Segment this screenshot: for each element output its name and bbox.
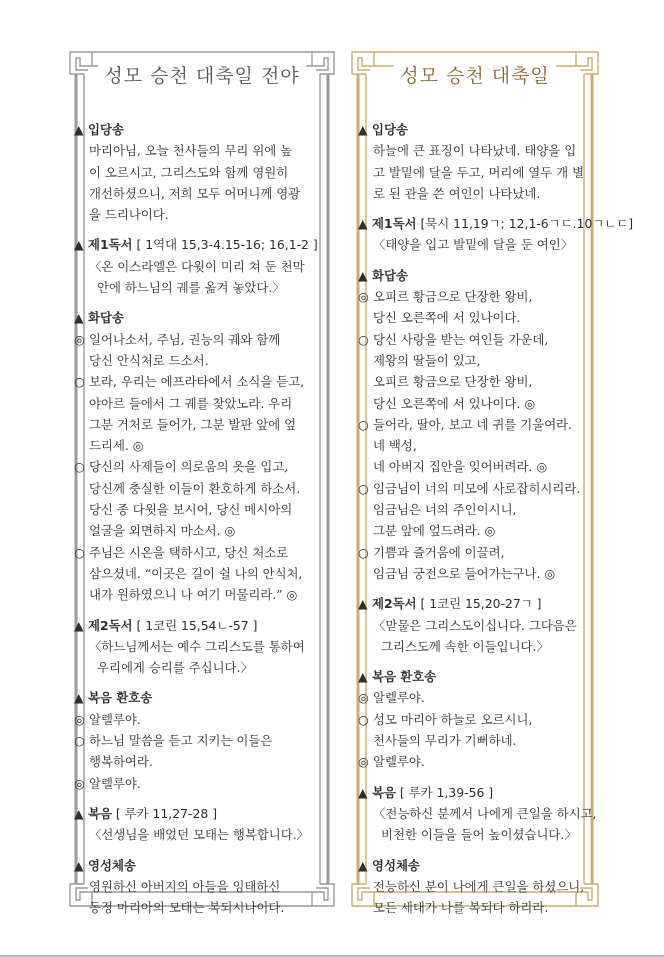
section-heading [74,234,336,255]
text-line: 그리스도께 속한 이들입니다.〉 [381,638,549,654]
left-title: 성모 승천 대축일 전야 [98,61,305,88]
section-heading [358,782,604,803]
response-mark-icon: ◎ [358,289,369,305]
psalm-text: 내가 원하였으니 나 여기 머물리라.” ◎ [89,587,298,603]
section-title: 복음 환호송 [88,690,153,706]
psalm-line [74,478,336,499]
text-line: 개선하셨으니, 저희 모두 어머니께 영광 [89,185,301,201]
section-title: 화답송 [88,310,124,326]
psalm-text: 임금님은 너의 주인이시니, [373,502,517,518]
text-line: 〈맏물은 그리스도이십니다. 그다음은 [373,617,577,633]
verse-mark-icon: ○ [74,374,85,390]
proper-section [74,119,336,225]
psalm-line [358,456,604,477]
triangle-marker-icon: ▲ [358,267,368,283]
section-heading [358,593,604,614]
section-title: 복음 [88,805,112,821]
psalm-text: 당신 오른쪽에 서 있나이다. [373,310,521,326]
psalm-text: 보라, 우리는 에프라타에서 소식을 듣고, [89,374,305,390]
text-line: 비천한 이들을 들어 높이셨습니다.〉 [381,827,577,843]
proper-section [358,265,604,584]
psalm-text: 오피르 황금으로 단장한 왕비, [373,289,533,305]
proper-section [358,855,604,919]
psalm-line [74,435,336,456]
psalm-line [74,542,336,563]
proper-section [74,307,336,605]
proper-section [358,213,634,256]
psalm-line [74,584,336,605]
psalm-text: 당신 안식처로 드소서. [89,352,209,368]
triangle-marker-icon: ▲ [358,596,368,612]
text-line: 〈온 이스라엘은 다윗이 미리 쳐 둔 천막 [89,258,305,274]
scripture-reference: [ 1코린 15,54ㄴ-57 ] [132,617,258,633]
verse-mark-icon: ○ [358,480,369,496]
psalm-line [74,709,336,730]
text-line: 〈선생님을 배었던 모태는 행복합니다.〉 [89,827,310,843]
section-title: 복음 환호송 [372,669,437,685]
section-heading [74,687,336,708]
text-line: 이 오르시고, 그리스도와 함께 영원히 [89,164,289,180]
section-title: 영성체송 [88,857,136,873]
psalm-text: 야아르 들에서 그 궤를 찾았노라. 우리 [89,395,293,411]
eve-mass-panel [62,44,342,914]
psalm-line [358,751,604,772]
section-heading [74,615,336,636]
text-line: 〈하느님께서는 예수 그리스도를 통하여 [89,638,305,654]
psalm-line [74,730,336,751]
psalm-line [358,520,604,541]
psalm-text: 알렐루야. [373,754,425,770]
psalm-line [358,709,604,730]
psalm-line [358,478,604,499]
triangle-marker-icon: ▲ [358,216,368,232]
right-propers [358,119,634,927]
psalm-line [74,520,336,541]
psalm-line [74,773,336,794]
psalm-line [74,751,336,772]
psalm-line [358,435,604,456]
psalm-text: 당신 사랑을 받는 여인들 가운데, [373,331,549,347]
left-propers [74,119,336,927]
psalm-line [74,499,336,520]
verse-mark-icon: ○ [358,416,369,432]
psalm-line [74,329,336,350]
text-line: 동정 마리아의 모태는 복되시나이다. [89,900,285,916]
psalm-text: 임금님 궁전으로 들어가는구나. ◎ [373,565,556,581]
section-title: 제2독서 [88,617,133,633]
triangle-marker-icon: ▲ [74,237,84,253]
psalm-text: 그분 앞에 엎드려라. ◎ [373,523,496,539]
triangle-marker-icon: ▲ [74,805,84,821]
psalm-text: 그분 거처로 들어가, 그분 발판 앞에 엎 [89,416,297,432]
section-title: 복음 [372,784,396,800]
verse-mark-icon: ○ [358,711,369,727]
psalm-line [358,542,604,563]
section-title: 입당송 [372,122,408,137]
text-line: 〈전능하신 분께서 나에게 큰일을 하시고, [373,805,597,821]
section-title: 제1독서 [88,237,133,253]
section-heading [358,855,604,876]
section-heading [74,307,336,328]
text-line: 우리에게 승리를 주십니다.〉 [97,660,253,676]
section-title: 제1독서 [372,216,417,232]
psalm-text: 일어나소서, 주님, 권능의 궤와 함께 [89,331,281,347]
psalm-line [358,730,604,751]
psalm-line [358,393,604,414]
left-title-band [62,54,342,94]
psalm-text: 천사들의 무리가 기뻐하네. [373,733,517,749]
psalm-text: 당신께 충실한 이들이 환호하게 하소서. [89,480,301,496]
psalm-text: 알렐루야. [89,711,141,727]
text-line: 하늘에 큰 표징이 나타났네. 태양을 입 [373,143,577,159]
section-title: 화답송 [372,267,408,283]
psalm-line [358,329,604,350]
proper-section [358,666,604,772]
proper-section [358,782,604,846]
psalm-text: 삼으셨네. “이곳은 길이 쉴 나의 안식처, [89,565,303,581]
psalm-line [74,371,336,392]
text-line: 을 드리나이다. [89,207,169,223]
psalm-line [358,687,604,708]
psalm-text: 알렐루야. [89,775,141,791]
proper-section [74,687,336,793]
scripture-reference: [ 루카 11,27-28 ] [111,805,218,821]
verse-mark-icon: ○ [358,331,369,347]
psalm-text: 네 아버지 집안을 잊어버려라. ◎ [373,459,548,475]
text-line: 마리아님, 오늘 천사들의 무리 위에 높 [89,143,293,159]
psalm-line [358,563,604,584]
psalm-text: 알렐루야. [373,690,425,706]
verse-mark-icon: ○ [358,544,369,560]
response-mark-icon: ◎ [74,775,85,791]
psalm-text: 드리세. ◎ [89,438,144,454]
psalm-text: 제왕의 딸들이 있고, [373,352,481,368]
scripture-reference: [묵시 11,19ㄱ; 12,1-6ㄱㄷ.10ㄱㄴㄷ] [416,216,634,232]
section-heading [358,666,604,687]
scripture-reference: [ 1역대 15,3-4.15-16; 16,1-2 ] [132,237,318,253]
psalm-text: 주님은 시온을 택하시고, 당신 처소로 [89,544,289,560]
section-heading [358,119,604,140]
section-heading [358,213,634,234]
psalm-text: 네 백성, [373,438,417,454]
triangle-marker-icon: ▲ [358,122,368,137]
psalm-line [358,371,604,392]
text-line: 〈태양을 입고 발밑에 달을 둔 여인〉 [373,237,574,253]
triangle-marker-icon: ▲ [358,857,368,873]
proper-section [74,803,336,846]
triangle-marker-icon: ▲ [74,310,84,326]
text-line: 전능하신 분이 나에게 큰일을 하셨으니, [373,878,585,894]
verse-mark-icon: ○ [74,459,85,475]
triangle-marker-icon: ▲ [74,122,84,137]
text-line: 영원하신 아버지의 아들을 잉태하신 [89,878,281,894]
right-title: 성모 승천 대축일 [394,61,556,88]
proper-section [74,234,336,298]
proper-section [358,593,604,657]
triangle-marker-icon: ▲ [74,617,84,633]
psalm-text: 임금님이 너의 미모에 사로잡히시리라. [373,480,581,496]
section-title: 입당송 [88,122,124,137]
right-title-band [344,54,606,94]
section-heading [74,119,336,140]
psalm-line [74,456,336,477]
psalm-line [358,307,604,328]
triangle-marker-icon: ▲ [358,784,368,800]
psalm-text: 성모 마리아 하늘로 오르시니, [373,711,533,727]
response-mark-icon: ◎ [358,754,369,770]
verse-mark-icon: ○ [74,544,85,560]
psalm-text: 하느님 말씀을 듣고 지키는 이들은 [89,733,273,749]
response-mark-icon: ◎ [358,690,369,706]
psalm-text: 당신 오른쪽에 서 있나이다. ◎ [373,395,536,411]
triangle-marker-icon: ▲ [74,690,84,706]
psalm-line [74,414,336,435]
section-title: 영성체송 [372,857,420,873]
psalm-text: 들어라, 딸아, 보고 네 귀를 기울여라. [373,416,573,432]
scripture-reference: [ 루카 1,39-56 ] [395,784,494,800]
psalm-line [74,563,336,584]
assumption-mass-panel [344,44,634,916]
psalm-line [74,393,336,414]
psalm-text: 오피르 황금으로 단장한 왕비, [373,374,533,390]
psalm-line [358,499,604,520]
triangle-marker-icon: ▲ [74,857,84,873]
response-mark-icon: ◎ [74,711,85,727]
section-heading [74,855,336,876]
text-line: 안에 하느님의 궤를 옮겨 놓았다.〉 [97,280,285,296]
psalm-line [358,286,604,307]
triangle-marker-icon: ▲ [358,669,368,685]
verse-mark-icon: ○ [74,733,85,749]
psalm-text: 당신 종 다윗을 보시어, 당신 메시아의 [89,502,293,518]
response-mark-icon: ◎ [74,331,85,347]
proper-section [358,119,604,204]
psalm-text: 얼굴을 외면하지 마소서. ◎ [89,523,236,539]
section-heading [358,265,604,286]
psalm-line [358,414,604,435]
text-line: 로 된 관을 쓴 여인이 나타났네. [373,185,541,201]
text-line: 고 발밑에 달을 두고, 머리에 열두 개 별 [373,164,585,180]
scripture-reference: [ 1코린 15,20-27ㄱ ] [416,596,542,612]
psalm-text: 기쁨과 즐거움에 이끌려, [373,544,505,560]
proper-section [74,615,336,679]
psalm-line [358,350,604,371]
psalm-line [74,350,336,371]
proper-section [74,855,336,919]
psalm-text: 행복하여라. [89,754,153,770]
section-heading [74,803,336,824]
psalm-text: 당신의 사제들이 의로움의 옷을 입고, [89,459,289,475]
text-line: 모든 세대가 나를 복되다 하리라. [373,900,549,916]
section-title: 제2독서 [372,596,417,612]
